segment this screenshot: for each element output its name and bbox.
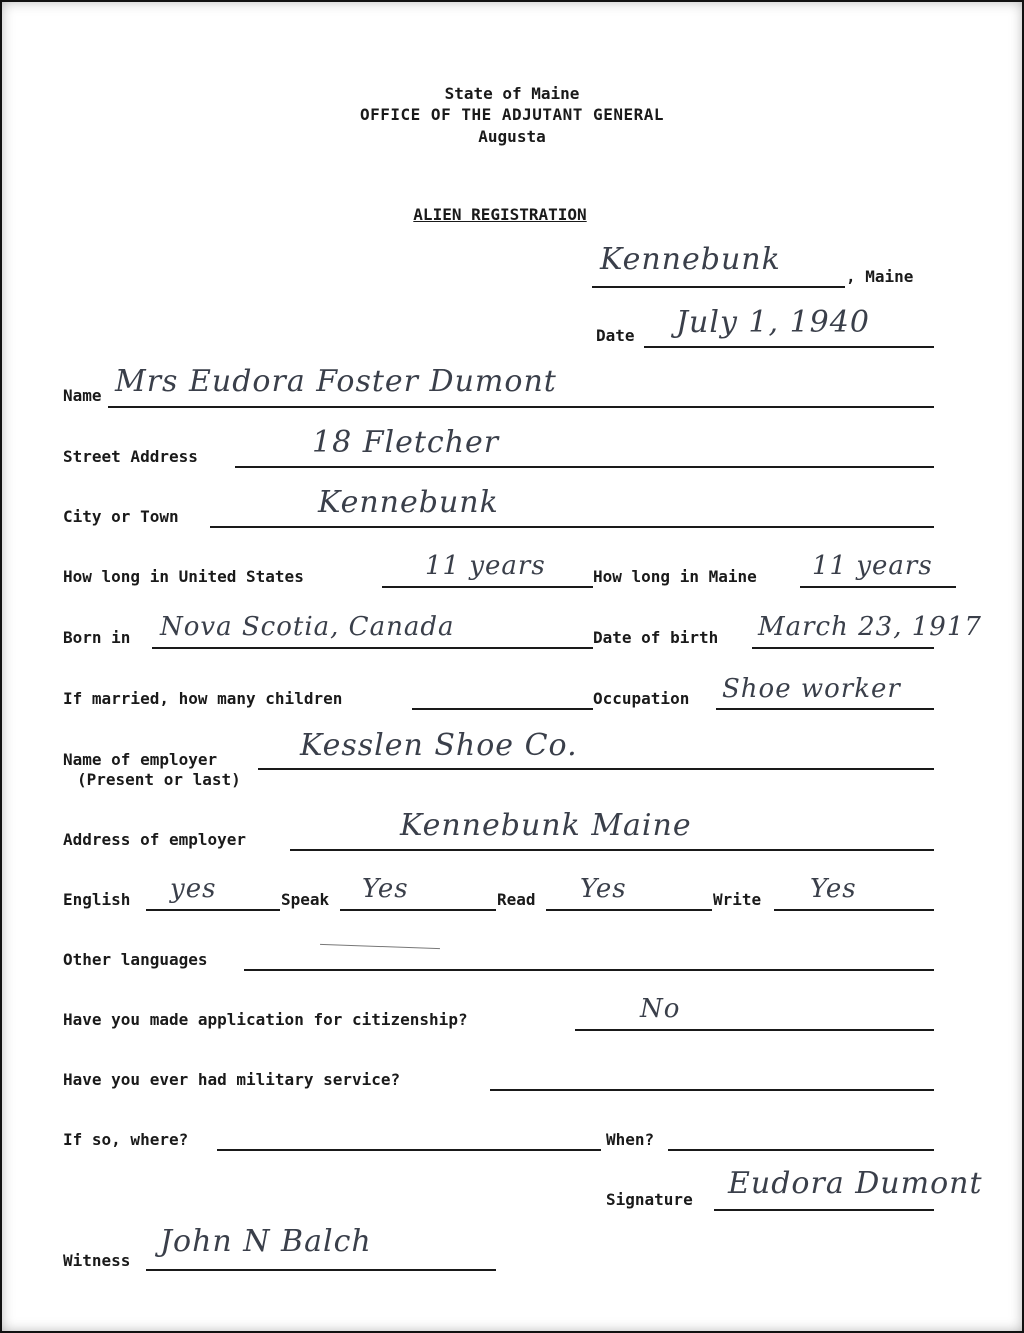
name-value: Mrs Eudora Foster Dumont [115, 364, 557, 399]
dob-line [752, 647, 934, 649]
children-line [412, 708, 593, 710]
witness-line [146, 1269, 496, 1271]
signature-value: Eudora Dumont [728, 1166, 983, 1201]
employer-line [258, 768, 934, 770]
write-value: Yes [810, 874, 857, 904]
born-in-label: Born in [63, 628, 131, 647]
signature-line [714, 1209, 934, 1211]
speak-value: Yes [362, 874, 409, 904]
date-value: July 1, 1940 [676, 305, 870, 340]
form-title: ALIEN REGISTRATION [413, 205, 587, 224]
name-label: Name [63, 386, 102, 405]
citizenship-label: Have you made application for citizenship? [63, 1010, 468, 1029]
us-years-line [382, 586, 593, 588]
maine-years-label: How long in Maine [593, 567, 757, 586]
employer-value: Kesslen Shoe Co. [300, 728, 578, 763]
english-label: English [63, 890, 131, 909]
date-line [644, 346, 934, 348]
town-value: Kennebunk [600, 242, 781, 277]
other-languages-label: Other languages [63, 950, 208, 969]
other-languages-line [244, 969, 934, 971]
where-line [217, 1149, 601, 1151]
header-city: Augusta [478, 127, 546, 146]
military-label: Have you ever had military service? [63, 1070, 401, 1089]
occupation-line [716, 708, 934, 710]
header-state: State of Maine [444, 84, 580, 103]
city-line [210, 526, 934, 528]
speak-line [340, 909, 496, 911]
employer-label: Name of employer [63, 750, 218, 769]
occupation-value: Shoe worker [722, 674, 901, 704]
signature-label: Signature [606, 1190, 693, 1209]
dob-value: March 23, 1917 [758, 612, 982, 642]
where-label: If so, where? [63, 1130, 189, 1149]
us-years-value: 11 years [425, 551, 546, 581]
write-line [774, 909, 934, 911]
occupation-label: Occupation [593, 689, 690, 708]
dob-label: Date of birth [593, 628, 719, 647]
stray-pen-mark [320, 944, 440, 949]
city-label: City or Town [63, 507, 179, 526]
read-line [546, 909, 712, 911]
write-label: Write [713, 890, 762, 909]
read-label: Read [497, 890, 536, 909]
town-suffix: , Maine [846, 267, 914, 286]
name-line [108, 406, 934, 408]
military-line [490, 1089, 934, 1091]
employer-sublabel: (Present or last) [77, 770, 241, 789]
witness-label: Witness [63, 1251, 131, 1270]
witness-value: John N Balch [160, 1224, 372, 1259]
street-value: 18 Fletcher [312, 425, 500, 460]
english-line [146, 909, 280, 911]
citizenship-value: No [640, 994, 681, 1024]
maine-years-line [800, 586, 956, 588]
town-line [592, 286, 845, 288]
street-line [235, 466, 934, 468]
born-in-line [152, 647, 593, 649]
city-value: Kennebunk [318, 485, 499, 520]
employer-address-line [290, 849, 934, 851]
us-years-label: How long in United States [63, 567, 304, 586]
when-line [668, 1149, 934, 1151]
date-label: Date [596, 326, 635, 345]
employer-address-label: Address of employer [63, 830, 247, 849]
when-label: When? [606, 1130, 655, 1149]
read-value: Yes [580, 874, 627, 904]
header-office: OFFICE OF THE ADJUTANT GENERAL [360, 105, 664, 124]
citizenship-line [575, 1029, 934, 1031]
born-in-value: Nova Scotia, Canada [160, 612, 455, 642]
street-label: Street Address [63, 447, 198, 466]
maine-years-value: 11 years [812, 551, 933, 581]
english-value: yes [170, 874, 217, 904]
employer-address-value: Kennebunk Maine [400, 808, 692, 843]
speak-label: Speak [281, 890, 330, 909]
children-label: If married, how many children [63, 689, 343, 708]
